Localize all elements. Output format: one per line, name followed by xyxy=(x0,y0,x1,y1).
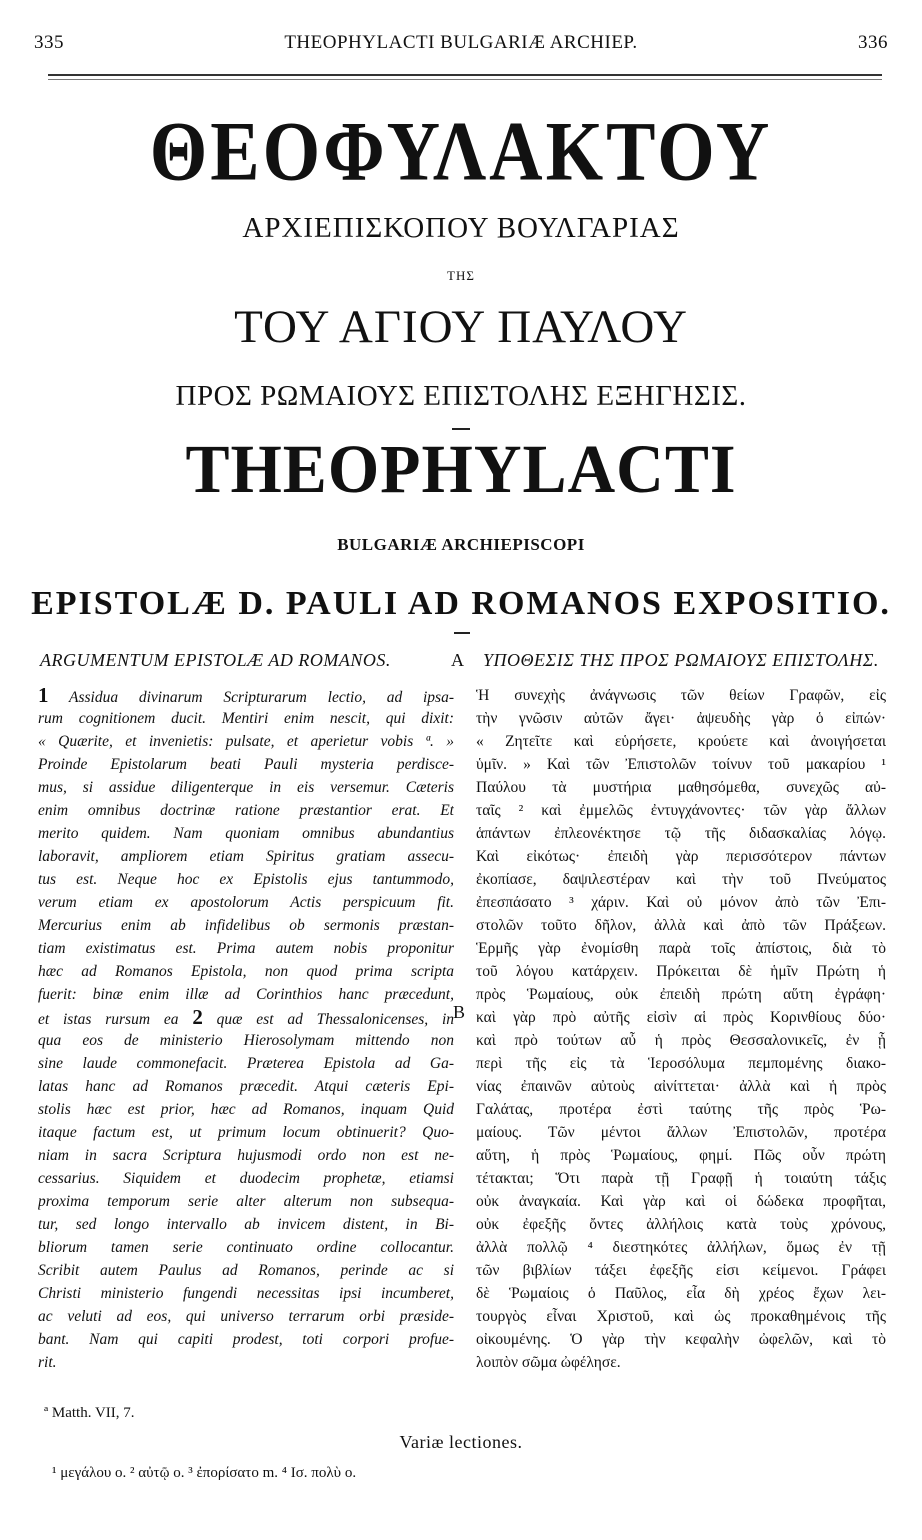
margin-letter-b: B xyxy=(453,1002,466,1022)
text-line: latas hanc ad Romanos præcedit. Atqui cæteris Epi- xyxy=(38,1078,454,1095)
text-line: στολῶν τοῦτο δῆλον, ἀλλὰ καὶ ἀπὸ τῶν Πράξεων. xyxy=(476,917,886,934)
text-line: οὐκ ἀναγκαία. Καὶ γὰρ καὶ οἱ δώδεκα προφῆται, xyxy=(476,1193,886,1210)
section-number: 2 xyxy=(192,1006,203,1029)
text-line: οὐκ ἐφεξῆς ὄντες ἀλλήλοις κατὰ τοὺς χρόνους, xyxy=(476,1216,886,1233)
text-line: fuerit: binæ enim illæ ad Corinthios hanc præcedunt, xyxy=(38,986,454,1003)
text-line: Proinde Epistolarum beati Pauli mysteria perdisce- xyxy=(38,756,454,773)
text-line: merito quidem. Nam quoniam omnibus abundantius xyxy=(38,825,454,842)
text-line: ac veluti ad eos, qui universo terrarum orbi præside- xyxy=(38,1308,454,1325)
latin-column xyxy=(38,684,454,1374)
section-divider xyxy=(454,632,470,634)
text-line: καὶ πρὸ τούτων αὖ ἡ πρὸς Θεσσαλονικεῖς, ἐν ᾗ xyxy=(476,1032,886,1049)
text-line: ἀλλὰ πολλῷ ⁴ διεστηκότες ἀλλήλων, ὅμως ἐν τῇ xyxy=(476,1239,886,1256)
text-line: ταῖς ² καὶ ἐμμελῶς ἐντυγχάνοντες· τῶν γὰρ ἄλλων xyxy=(476,802,886,819)
text-line: rit. xyxy=(38,1354,57,1371)
text-line: οἰκουμένης. Ὁ γὰρ τὴν κεφαλὴν ὠφελῶν, καὶ τὸ xyxy=(476,1331,886,1348)
text-line: tur, sed longo intervallo ab invicem distent, in Bi- xyxy=(38,1216,454,1233)
latin-main-title: THEOPHYLACTI xyxy=(185,431,737,508)
text-line: Ἑρμῆς γὰρ ἐνομίσθη παρὰ τοῖς ἀπίστοις, διὰ τὸ xyxy=(476,940,886,957)
text-line: bliorum tamen serie continuato ordine collocantur. xyxy=(38,1239,454,1256)
running-title: THEOPHYLACTI BULGARIÆ ARCHIEP. xyxy=(284,32,638,53)
text-line: Παύλου τὰ μυστήρια μαθησόμεθα, συνεχῶς αὐ- xyxy=(476,779,886,796)
latin-epistle-title: EPISTOLÆ D. PAULI AD ROMANOS EXPOSITIO. xyxy=(31,585,891,622)
footnote: ª Matth. VII, 7. xyxy=(44,1405,135,1421)
text-line: proxima temporum serie alter alterum non subsequa- xyxy=(38,1193,454,1210)
greek-epistle-title: ΠΡΟΣ ΡΩΜΑΙΟΥΣ ΕΠΙΣΤΟΛΗΣ ΕΞΗΓΗΣΙΣ. xyxy=(175,380,747,412)
text-line: tus est. Neque hoc ex Epistolis ejus tantummodo, xyxy=(38,871,454,888)
page-number-left: 335 xyxy=(34,32,64,53)
greek-subtitle: ΑΡΧΙΕΠΙΣΚΟΠΟΥ ΒΟΥΛΓΑΡΙΑΣ xyxy=(242,212,680,244)
text-line: qua eos de ministerio Hierosolymam mittendo non xyxy=(38,1032,454,1049)
text-line: καὶ γὰρ πρὸ αὐτῆς εἰσὶν αἱ πρὸς Κορινθίους δύο· xyxy=(476,1009,886,1026)
text-line: ὑμῖν. » Καὶ τῶν Ἐπιστολῶν τοίνυν τοῦ μακαρίου ¹ xyxy=(476,756,886,773)
greek-column xyxy=(476,684,886,1374)
text-line: αὕτη, ἡ πρὸς Ῥωμαίους, φημί. Πῶς οὖν πρώτη xyxy=(476,1147,886,1164)
text-line: Mercurius enim ab infidelibus ob sermonis præstan- xyxy=(38,917,454,934)
text-line: « Ζητεῖτε καὶ εὑρήσετε, κρούετε καὶ ἀνοιγήσεται xyxy=(476,733,886,750)
text-line: itaque factum est, ut primum locum obtinuerit? Quo- xyxy=(38,1124,454,1141)
margin-letter-a: A xyxy=(451,650,464,670)
text-line: rum cognitionem ducit. Mentiri enim nescit, qui dixit: xyxy=(38,710,454,727)
line-text: et istas rursum ea xyxy=(38,1011,179,1028)
text-line xyxy=(38,1006,454,1029)
text-line: Γαλάτας, προτέρα ἐστὶ ταύτης τῆς πρὸς Ῥω- xyxy=(476,1101,886,1118)
line-text: quæ est ad Thessalonicenses, in xyxy=(216,1011,454,1028)
text-line: hæc ad Romanos Epistola, non quod prima scripta xyxy=(38,963,454,980)
text-line: Christi ministerio fungendi necessitas ipsi incumberet, xyxy=(38,1285,454,1302)
text-line xyxy=(38,684,454,707)
header-rule xyxy=(48,74,882,76)
greek-paul-title: ΤΟΥ ΑΓΙΟΥ ΠΑΥΛΟΥ xyxy=(234,301,688,353)
text-line: « Quærite, et invenietis: pulsate, et aperietur vobis ª. » xyxy=(38,733,454,750)
section-number: 1 xyxy=(38,684,49,707)
text-line: νίας ἐπαινῶν αὐτοὺς αἰνίττεται· ἀλλὰ καὶ ἡ πρὸς xyxy=(476,1078,886,1095)
text-line: verum etiam ex apostolorum Actis perspicuum fit. xyxy=(38,894,454,911)
text-line: ἐκοπίασε, δαψιλεστέραν καὶ τὴν τοῦ Πνεύματος xyxy=(476,871,886,888)
text-line: τῶν βιβλίων τάξει ἐφεξῆς εἰσι κείμενοι. Γράφει xyxy=(476,1262,886,1279)
text-line: niam in sacra Scriptura hujusmodi ordo non est ne- xyxy=(38,1147,454,1164)
text-line: tiam existimatus est. Prima autem nobis proponitur xyxy=(38,940,454,957)
page-number-right: 336 xyxy=(858,32,888,53)
variae-lectiones-notes: ¹ μεγάλου ο. ² αὐτῷ ο. ³ ἐπορίσατο m. ⁴ Ισ. πολὺ ο. xyxy=(52,1465,357,1481)
text-line: enim omnibus doctrinæ ratione præstantior erat. Et xyxy=(38,802,454,819)
text-line: stolis hæc est prior, hæc ad Romanos, inquam Quid xyxy=(38,1101,454,1118)
variae-lectiones-heading: Variæ lectiones. xyxy=(399,1432,523,1452)
greek-article: ΤΗΣ xyxy=(447,268,475,283)
text-line: περὶ τῆς εἰς τὰ Ἱεροσόλυμα πεμπομένης διακο- xyxy=(476,1055,886,1072)
text-line: ἐπεσπάσατο ³ χάριν. Καὶ οὐ μόνον ἀπὸ τῶν Ἐπι- xyxy=(476,894,886,911)
line-text: Assidua divinarum Scripturarum lectio, ad ipsa- xyxy=(69,689,454,706)
text-line: Scribit autem Paulus ad Romanos, perinde ac si xyxy=(38,1262,454,1279)
text-line: τὴν γνῶσιν αὐτῶν ἄγει· ἀψευδὴς γὰρ ὁ εἰπών· xyxy=(476,710,886,727)
text-line: μαίους. Τῶν μέντοι ἄλλων Ἐπιστολῶν, προτέρα xyxy=(476,1124,886,1141)
text-line: cessarius. Siquidem et duodecim prophetæ, etiamsi xyxy=(38,1170,454,1187)
text-line: ἁπάντων ἐπλεονέκτησε τῷ τῆς διδασκαλίας λόγῳ. xyxy=(476,825,886,842)
text-line: πρὸς Ῥωμαίους, οὐκ ἐπειδὴ πρώτη αὕτη ἐγράφη· xyxy=(476,986,886,1003)
text-line: δὲ Ῥωμαίοις ὁ Παῦλος, εἶα δὴ χρέος ἔχων λει- xyxy=(476,1285,886,1302)
text-line: bant. Nam qui capiti prodest, toti corpori profue- xyxy=(38,1331,454,1348)
text-line: τουργὸς εἶναι Χριστοῦ, καὶ ὡς προκαθημένοις τῆς xyxy=(476,1308,886,1325)
text-line: sine laude commonefacit. Præterea Epistola ad Ga- xyxy=(38,1055,454,1072)
text-line: λοιπὸν σῶμα ὠφέλησε. xyxy=(476,1354,621,1371)
text-line: Καὶ εἰκότως· ἐπειδὴ γὰρ περισσότερον πάντων xyxy=(476,848,886,865)
greek-main-title: ΘΕΟΦΥΛΑΚΤΟΥ xyxy=(149,104,773,200)
text-line: τέτακται; Ὅτι παρὰ τῇ Γραφῇ ἡ τοιαύτη τάξις xyxy=(476,1170,886,1187)
text-line: mus, si assidue diligenterque in eis versemur. Cæteris xyxy=(38,779,454,796)
greek-column-heading: ΥΠΟΘΕΣΙΣ ΤΗΣ ΠΡΟΣ ΡΩΜΑΙΟΥΣ ΕΠΙΣΤΟΛΗΣ. xyxy=(483,650,879,670)
latin-subtitle: BULGARIÆ ARCHIEPISCOPI xyxy=(337,535,585,554)
header-rule-thin xyxy=(48,79,882,80)
text-line: τοῦ λόγου κατάρχειν. Πρόκειται δὲ ἡμῖν Πρώτη ἡ xyxy=(476,963,886,980)
text-line: Ἡ συνεχὴς ἀνάγνωσις τῶν θείων Γραφῶν, εἰς xyxy=(476,687,886,704)
latin-column-heading: ARGUMENTUM EPISTOLÆ AD ROMANOS. xyxy=(40,650,391,670)
text-line: laboravit, ampliorem etiam Spiritus gratiam assecu- xyxy=(38,848,454,865)
